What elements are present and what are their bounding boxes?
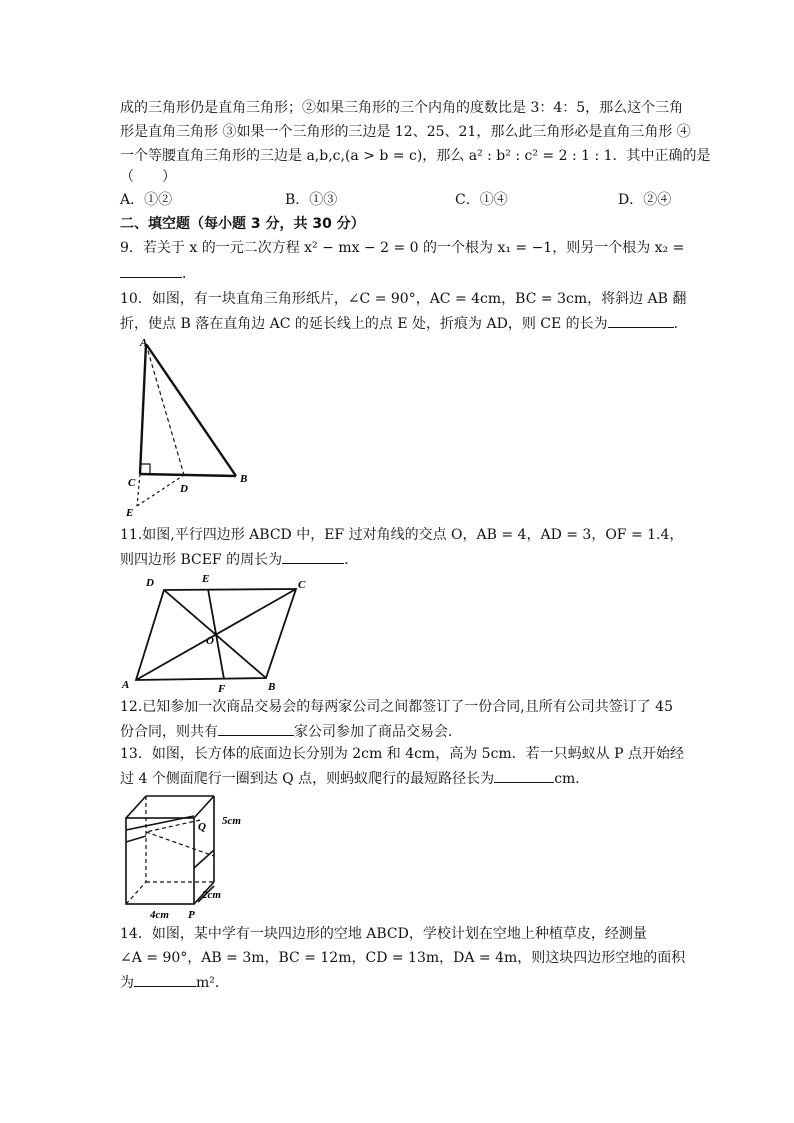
path-segment-1 xyxy=(146,820,200,832)
q12-line-2-start: 份合同，则共有 xyxy=(120,724,218,740)
q8-line-1: 成的三角形仍是直角三角形；②如果三角形的三个内角的度数比是 3：4：5，那么这个三角 xyxy=(120,100,684,116)
option-d: D．②④ xyxy=(618,192,672,208)
segment-cb xyxy=(140,474,236,476)
label-a: A xyxy=(122,679,130,691)
q13-line-2-end: cm． xyxy=(554,771,590,787)
label-o: O xyxy=(206,635,214,647)
segment-ef xyxy=(208,589,224,679)
q10-line-2-end: ． xyxy=(673,316,688,332)
q9-line-2 xyxy=(120,263,680,284)
hidden-bottom-edge xyxy=(126,882,146,904)
label-height: 5cm xyxy=(222,815,241,827)
q11-line-1: 11.如图,平行四边形 ABCD 中，EF 过对角线的交点 O，AB = 4，AD = 3，OF = 1.4， xyxy=(120,527,684,543)
q14-line-3-start: 为 xyxy=(120,975,134,991)
q10-line-1: 10．如图，有一块直角三角形纸片，∠C = 90°，AC = 4cm，BC = 3cm，将斜边 AB 翻 xyxy=(120,291,687,307)
q12-line-2-end: 家公司参加了商品交易会． xyxy=(294,724,462,740)
option-b: B．①③ xyxy=(285,192,338,208)
q14-line-3 xyxy=(120,972,680,993)
q8-line-3: 一个等腰直角三角形的三边是 a,b,c,(a > b = c)，那么 a² : b² : c² = 2 : 1 : 1．其中正确的是 xyxy=(120,148,711,164)
answer-blank[interactable] xyxy=(218,721,294,736)
q8-line-2: 形是直角三角形 ③如果一个三角形的三边是 12、25、21，那么此三角形必是直角三角形 ④ xyxy=(120,124,691,140)
q11-line-2 xyxy=(120,549,680,570)
q12-line-1: 12.已知参加一次商品交易会的每两家公司之间都签订了一份合同,且所有公司共签订了 45 xyxy=(120,699,673,715)
segment-ac xyxy=(140,344,146,474)
fold-line-ad xyxy=(146,344,184,475)
top-left-edge xyxy=(126,796,146,818)
front-face xyxy=(126,818,194,904)
q12-line-2 xyxy=(120,721,680,742)
path-side xyxy=(194,850,214,868)
label-length: 4cm xyxy=(150,909,169,921)
option-a: A．①② xyxy=(120,192,173,208)
path-segment-2 xyxy=(146,832,214,856)
q11-line-2-text: 则四边形 BCEF 的周长为 xyxy=(120,552,283,568)
q13-line-2 xyxy=(120,768,680,789)
label-f: F xyxy=(218,683,226,692)
q9-line-2-end: ． xyxy=(182,266,196,282)
top-right-edge xyxy=(194,796,214,818)
q9-line-1: 9．若关于 x 的一元二次方程 x² − mx − 2 = 0 的一个根为 x₁ = −1，则另一个根为 x₂ = xyxy=(120,240,685,256)
answer-blank[interactable] xyxy=(282,549,344,564)
answer-blank[interactable] xyxy=(494,768,554,783)
q13-line-2-text: 过 4 个侧面爬行一圈到达 Q 点，则蚂蚁爬行的最短路径长为 xyxy=(120,771,495,787)
q13-cuboid-figure xyxy=(118,790,258,922)
label-c: C xyxy=(128,477,136,489)
answer-blank[interactable] xyxy=(120,263,182,278)
q10-line-2-text: 折，使点 B 落在直角边 AC 的延长线上的点 E 处，折痕为 AD，则 CE 的长为 xyxy=(120,316,608,332)
q14-line-2: ∠A = 90°，AB = 3m，BC = 12m，CD = 13m，DA = 4m，则这块四边形空地的面积 xyxy=(120,950,686,966)
label-b: B xyxy=(240,473,248,485)
q8-line-4: （ ） xyxy=(120,169,176,185)
answer-blank[interactable] xyxy=(608,313,674,328)
q11-parallelogram-figure xyxy=(116,572,316,692)
segment-ce xyxy=(137,474,140,506)
section-heading: 二、填空题（每小题 3 分，共 30 分） xyxy=(120,216,365,232)
diagonal-bd xyxy=(164,590,266,678)
label-a: A xyxy=(140,337,148,349)
answer-blank[interactable] xyxy=(134,972,196,987)
label-c: C xyxy=(298,579,306,591)
q10-line-2 xyxy=(120,313,688,334)
label-b: B xyxy=(268,681,276,692)
label-d: D xyxy=(180,483,188,495)
q14-line-3-end: m²． xyxy=(196,975,229,991)
segment-ed xyxy=(137,475,184,506)
label-e: E xyxy=(202,573,210,585)
q13-line-1: 13．如图，长方体的底面边长分别为 2cm 和 4cm，高为 5cm．若一只蚂蚁从 P 点开始经 xyxy=(120,746,685,762)
path-front-2 xyxy=(126,836,146,842)
label-width: 2cm xyxy=(202,889,221,901)
segment-ab xyxy=(146,344,236,476)
label-q: Q xyxy=(198,821,206,833)
label-d: D xyxy=(146,577,154,589)
label-p: P xyxy=(188,909,195,921)
q11-line-2-end: ． xyxy=(344,552,359,568)
label-e: E xyxy=(126,507,134,519)
q10-triangle-figure xyxy=(120,334,260,522)
q14-line-1: 14．如图，某中学有一块四边形的空地 ABCD，学校计划在空地上种植草皮，经测量 xyxy=(120,926,647,942)
option-c: C．①④ xyxy=(455,192,508,208)
